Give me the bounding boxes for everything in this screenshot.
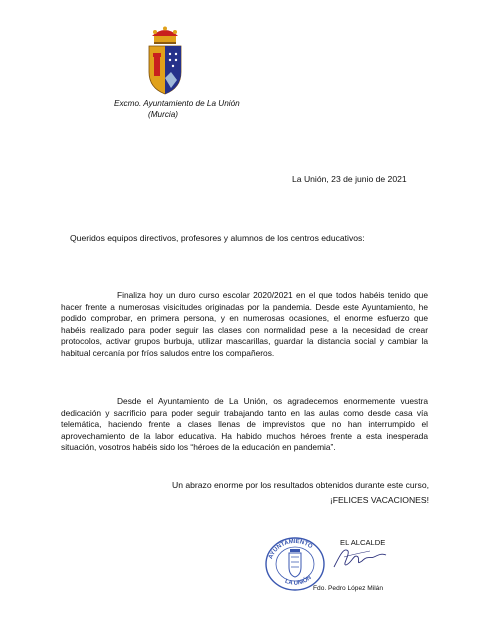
institution-header (114, 98, 274, 120)
salutation: Queridos equipos directivos, profesores y alumnos de los centros educativos: (70, 233, 365, 243)
institution-name: Excmo. Ayuntamiento de La Unión (114, 99, 240, 108)
closing-greeting: ¡FELICES VACACIONES! (329, 495, 429, 505)
institution-region: (Murcia) (148, 110, 179, 119)
signatory-role: EL ALCALDE (340, 538, 386, 547)
handwritten-signature-icon (330, 543, 390, 571)
letter-date: La Unión, 23 de junio de 2021 (292, 174, 407, 184)
body-paragraph-1 (61, 290, 428, 360)
svg-text:LA UNIÓN (284, 575, 313, 587)
body-paragraph-2 (61, 396, 428, 454)
seal-text-bottom: LA UNIÓN (283, 574, 313, 587)
body-paragraph-2-text: Desde el Ayuntamiento de La Unión, os agradecemos enormemente vuestra dedicación y sacrificio para poder seguir trabajando tanto en las aulas como desde casa vía telemática, haciendo frente a clases llenas de imprevistos que no han interrumpido el aprovechamiento de la labor educativa. Ha habido muchos héroes frente a esta inesperada situación, vosotros habéis sido los “héroes de la educación en pandemia”. (61, 396, 428, 453)
seal-text-top: AYUNTAMIENTO (268, 538, 314, 561)
closing-line: Un abrazo enorme por los resultados obtenidos durante este curso, (171, 480, 429, 490)
coat-of-arms-icon (146, 26, 184, 96)
signatory-name: Fdo. Pedro López Milán (313, 585, 384, 592)
body-paragraph-1-text: Finaliza hoy un duro curso escolar 2020/2021 en el que todos habéis tenido que hacer frente a numerosas visicitudes originadas por la pandemia. Desde este Ayuntamiento, he podido comprobar, en primera persona, y en numerosas ocasiones, el enorme esfuerzo que habéis realizado para poder seguir las clases con normalidad pese a la necesidad de crear protocolos, activar grupos burbuja, utilizar mascarillas, guardar la distancia social y cambiar la habitual cercanía por fríos saludos entre los compañeros. (61, 290, 428, 358)
closing (172, 478, 429, 508)
